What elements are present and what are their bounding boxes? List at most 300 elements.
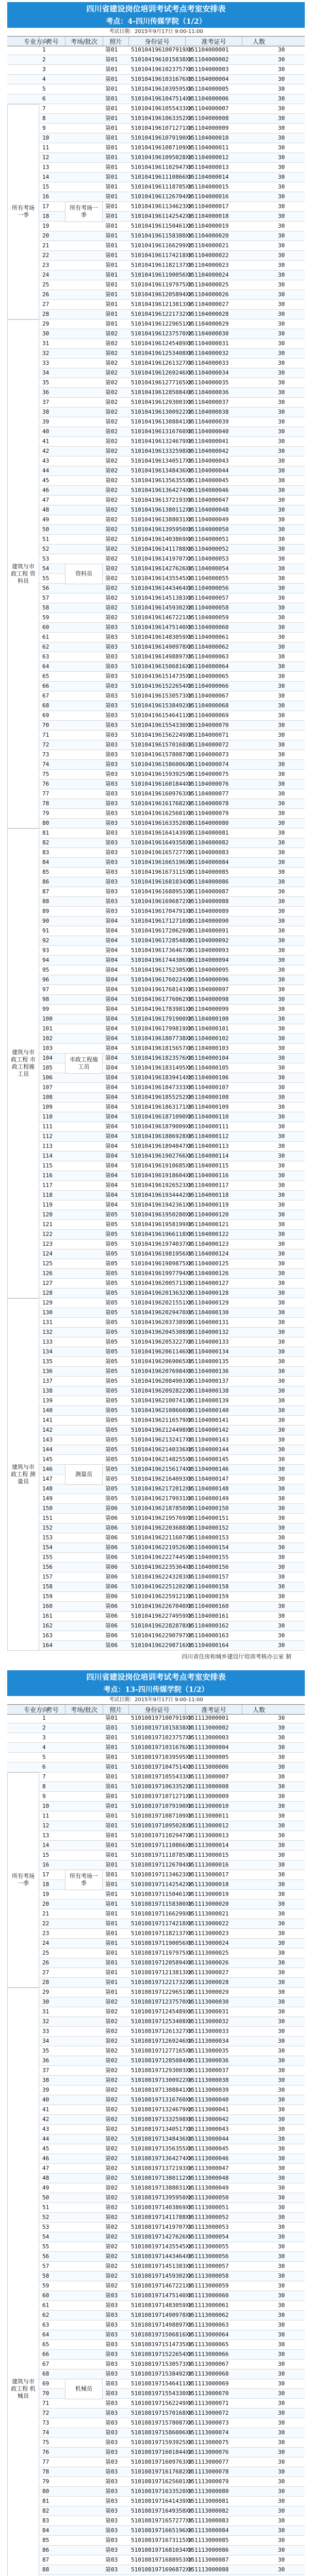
ticket-number: 151104000091 (188, 927, 229, 934)
count: 30 (278, 1221, 285, 1228)
id-number: 5101041962076984XX (131, 1368, 193, 1375)
room-number: 第01 (105, 232, 118, 239)
seat-number: 96 (42, 976, 50, 983)
id-number: 5101081971126704XX (131, 1861, 193, 1868)
ticket-number: 151104000101 (188, 1025, 229, 1032)
seat-number: 11 (42, 144, 50, 151)
count: 30 (278, 1299, 285, 1306)
id-number: 5101041961673115XX (131, 869, 193, 875)
room-number: 第05 (105, 1250, 118, 1257)
room-number: 第03 (105, 2341, 118, 2348)
seat-number: 30 (42, 330, 50, 337)
count: 30 (278, 1901, 285, 1907)
ticket-number: 151104000153 (188, 1534, 229, 1541)
table-row (7, 427, 305, 437)
count: 30 (278, 1724, 285, 1731)
count: 30 (278, 1427, 285, 1433)
count: 30 (278, 1250, 285, 1257)
ticket-number: 151104000056 (188, 585, 229, 591)
table-row (7, 1347, 305, 1357)
count: 30 (278, 1290, 285, 1296)
id-number: 5101041961578087XX (131, 751, 193, 758)
room-number: 第01 (105, 1734, 118, 1741)
seat-number: 29 (42, 320, 50, 327)
count: 30 (278, 46, 285, 53)
ticket-number: 151104000112 (188, 1133, 229, 1140)
table-row (7, 1821, 305, 1831)
group-label: 建筑与市政工程 机械员 (7, 1988, 39, 2576)
id-number: 5101041961182137XX (131, 262, 193, 268)
count: 30 (278, 536, 285, 543)
seat-number: 31 (42, 340, 50, 347)
count: 30 (278, 1773, 285, 1780)
count: 30 (278, 467, 285, 474)
id-number: 5101041961609763XX (131, 790, 193, 797)
room-number: 第02 (105, 2008, 118, 2015)
table-row (7, 2056, 305, 2066)
id-number: 5101081971285084XX (131, 2057, 193, 2064)
group-label: 所有考场一季 (7, 1772, 39, 1988)
ticket-number: 151113000038 (188, 2077, 229, 2083)
id-number: 5101041961728548XX (131, 937, 193, 944)
seat-number: 6 (42, 1764, 46, 1770)
id-number: 5101041962156174XX (131, 1466, 193, 1472)
count: 30 (278, 732, 285, 738)
ticket-number: 151113000062 (188, 2312, 229, 2318)
count: 30 (278, 1446, 285, 1453)
id-number: 5101081971411788XX (131, 2214, 193, 2221)
ticket-number: 151113000037 (188, 2067, 229, 2074)
id-number: 5101041962013632XX (131, 1290, 193, 1296)
ticket-number: 151113000050 (188, 2194, 229, 2201)
count: 30 (278, 2263, 285, 2269)
table-row (7, 1357, 305, 1367)
id-number: 5101041961974037XX (131, 1241, 193, 1247)
ticket-number: 151113000019 (188, 1891, 229, 1897)
ticket-number: 151104000026 (188, 291, 229, 298)
table-row (7, 2134, 305, 2144)
count: 30 (278, 164, 285, 171)
id-number: 5101041961197975XX (131, 281, 193, 288)
count: 30 (278, 1622, 285, 1629)
ticket-number: 151113000012 (188, 1822, 229, 1829)
room-number: 第01 (105, 86, 118, 92)
count: 30 (278, 428, 285, 435)
ticket-number: 151113000022 (188, 1920, 229, 1927)
seat-number: 148 (42, 1485, 53, 1492)
room-number: 第02 (105, 516, 118, 523)
id-number: 5101041962282878XX (131, 1622, 193, 1629)
seat-number: 40 (42, 2096, 50, 2103)
id-number: 5101041961981956XX (131, 1250, 193, 1257)
table-row (7, 2213, 305, 2223)
seat-number: 51 (42, 536, 50, 543)
room-number: 第02 (105, 428, 118, 435)
seat-number: 35 (42, 2047, 50, 2054)
room-number: 第05 (105, 1299, 118, 1306)
seat-number: 51 (42, 2204, 50, 2211)
id-number: 5101041961427626XX (131, 565, 193, 572)
column-header: 照片 (103, 1705, 128, 1714)
ticket-number: 151104000121 (188, 1221, 229, 1228)
id-number: 5101041961902766XX (131, 1153, 193, 1159)
table-row (7, 682, 305, 691)
id-number: 5101041962164093XX (131, 1476, 193, 1482)
id-number: 5101081971110866XX (131, 1842, 193, 1849)
count: 30 (278, 1842, 285, 1849)
room-number: 第05 (105, 1270, 118, 1277)
table-row (7, 1641, 305, 1651)
room-number: 第01 (105, 242, 118, 249)
count: 30 (278, 918, 285, 924)
room-number: 第03 (105, 2517, 118, 2524)
seat-number: 14 (42, 1842, 50, 1849)
count: 30 (278, 849, 285, 856)
count: 30 (278, 1969, 285, 1976)
room-number: 第06 (105, 1573, 118, 1580)
id-number: 5101081971601844XX (131, 2449, 193, 2455)
id-number: 5101081971047514XX (131, 1764, 193, 1770)
section-subtitle: 考点：13-四川传媒学院（1/2） (7, 1684, 305, 1696)
table-row (7, 1210, 305, 1220)
room-number: 第05 (105, 1427, 118, 1433)
id-number: 5101041961950280XX (131, 1211, 193, 1218)
room-number: 第04 (105, 1143, 118, 1149)
table-row (7, 1988, 305, 1997)
ticket-number: 151113000006 (188, 1764, 229, 1770)
room-number: 第02 (105, 448, 118, 454)
table-row (7, 1230, 305, 1240)
room-number: 第03 (105, 898, 118, 905)
id-number: 5101041961388031XX (131, 516, 193, 523)
ticket-number: 151104000149 (188, 1495, 229, 1502)
count: 30 (278, 1564, 285, 1570)
id-number: 5101041961546411XX (131, 712, 193, 719)
ticket-number: 151104000107 (188, 1084, 229, 1091)
room-number: 第06 (105, 1642, 118, 1649)
count: 30 (278, 2312, 285, 2318)
table-row (7, 1386, 305, 1396)
seat-number: 77 (42, 2459, 50, 2465)
table-row (7, 124, 305, 133)
ticket-number: 151104000119 (188, 1201, 229, 1208)
room-number: 第05 (105, 1348, 118, 1355)
count: 30 (278, 134, 285, 141)
id-number: 5101081971459302XX (131, 2273, 193, 2279)
ticket-number: 151113000083 (188, 2517, 229, 2524)
count: 30 (278, 1407, 285, 1414)
count: 30 (278, 702, 285, 709)
seat-number: 104 (42, 1055, 53, 1061)
id-number: 5101041962298716XX (131, 1642, 193, 1649)
room-number: 第02 (105, 467, 118, 474)
ticket-number: 151113000068 (188, 2370, 229, 2377)
seat-number: 48 (42, 506, 50, 513)
seat-number: 35 (42, 379, 50, 386)
room-number: 第03 (105, 2488, 118, 2495)
id-number: 5101081971688953XX (131, 2556, 193, 2563)
seat-number: 97 (42, 986, 50, 993)
ticket-number: 151104000041 (188, 438, 229, 445)
count: 30 (278, 2057, 285, 2064)
ticket-number: 151113000061 (188, 2302, 229, 2309)
count: 30 (278, 1417, 285, 1423)
count: 30 (278, 810, 285, 817)
id-number: 5101041961237570XX (131, 330, 193, 337)
group-label: 建筑与市政工程 资料员 (7, 319, 39, 828)
count: 30 (278, 2145, 285, 2152)
ticket-number: 151104000005 (188, 86, 229, 92)
seat-number: 20 (42, 232, 50, 239)
seat-number: 59 (42, 2282, 50, 2289)
count: 30 (278, 1133, 285, 1140)
seat-number: 53 (42, 2224, 50, 2230)
room-number: 第01 (105, 56, 118, 63)
table-row (7, 1631, 305, 1641)
room-number: 第04 (105, 927, 118, 934)
count: 30 (278, 614, 285, 621)
count: 30 (278, 1045, 285, 1052)
ticket-number: 151113000087 (188, 2556, 229, 2563)
seat-number: 56 (42, 585, 50, 591)
seat-number: 62 (42, 2312, 50, 2318)
table-row (7, 1870, 305, 1880)
id-number: 5101041961467221XX (131, 614, 193, 621)
count: 30 (278, 2155, 285, 2162)
ticket-number: 151104000104 (188, 1055, 229, 1061)
id-number: 5101041961443464XX (131, 585, 193, 591)
count: 30 (278, 457, 285, 464)
count: 30 (278, 448, 285, 454)
room-number: 第01 (105, 1881, 118, 1888)
seat-number: 82 (42, 839, 50, 846)
seat-number: 80 (42, 820, 50, 826)
table-row (7, 2477, 305, 2487)
id-number: 5101041961768143XX (131, 986, 193, 993)
seat-number: 61 (42, 634, 50, 640)
id-number: 5101041961926523XX (131, 1182, 193, 1189)
table-row (7, 261, 305, 270)
count: 30 (278, 1241, 285, 1247)
room-number: 第05 (105, 1407, 118, 1414)
count: 30 (278, 2537, 285, 2544)
table-row (7, 2154, 305, 2164)
id-number: 5101081971055433XX (131, 1773, 193, 1780)
count: 30 (278, 2429, 285, 2436)
ticket-number: 151104000040 (188, 428, 229, 435)
seat-number: 74 (42, 2429, 50, 2436)
room-number: 第02 (105, 438, 118, 445)
count: 30 (278, 1172, 285, 1179)
seat-number: 78 (42, 800, 50, 807)
seat-number: 72 (42, 741, 50, 748)
room-number: 第03 (105, 2419, 118, 2426)
id-number: 5101081971435545XX (131, 2243, 193, 2250)
table-row (7, 2565, 305, 2575)
count: 30 (278, 1979, 285, 1986)
room-number: 第04 (105, 976, 118, 983)
ticket-number: 151113000059 (188, 2282, 229, 2289)
id-number: 5101041961554330XX (131, 722, 193, 728)
ticket-number: 151104000127 (188, 1280, 229, 1286)
room-number: 第03 (105, 2449, 118, 2455)
table-row (7, 133, 305, 143)
batch-label: 机械员 (65, 2379, 103, 2399)
ticket-number: 151113000001 (188, 1715, 229, 1721)
seat-number: 133 (42, 1338, 53, 1345)
table-row (7, 1465, 305, 1475)
table-row (7, 2105, 305, 2115)
seat-number: 37 (42, 2067, 50, 2074)
room-number: 第06 (105, 1505, 118, 1512)
seat-number: 145 (42, 1456, 53, 1463)
seat-number: 15 (42, 183, 50, 190)
count: 30 (278, 2321, 285, 2328)
seat-number: 159 (42, 1593, 53, 1600)
ticket-number: 151104000074 (188, 761, 229, 768)
count: 30 (278, 340, 285, 347)
id-number: 5101041961958199XX (131, 1221, 193, 1228)
seat-number: 17 (42, 203, 50, 210)
count: 30 (278, 2380, 285, 2387)
id-number: 5101041961791900XX (131, 1015, 193, 1022)
room-number: 第05 (105, 1319, 118, 1326)
seat-number: 125 (42, 1260, 53, 1267)
table-row (7, 1811, 305, 1821)
table-row (7, 907, 305, 917)
seat-number: 95 (42, 967, 50, 973)
ticket-number: 151104000155 (188, 1554, 229, 1561)
count: 30 (278, 751, 285, 758)
id-number: 5101041961190056XX (131, 272, 193, 278)
count: 30 (278, 722, 285, 728)
ticket-number: 151104000095 (188, 967, 229, 973)
seat-number: 18 (42, 213, 50, 219)
count: 30 (278, 1387, 285, 1394)
seat-number: 123 (42, 1241, 53, 1247)
ticket-number: 151104000085 (188, 869, 229, 875)
table-row (7, 1112, 305, 1122)
id-number: 5101041961649358XX (131, 839, 193, 846)
ticket-number: 151104000083 (188, 849, 229, 856)
seat-number: 47 (42, 497, 50, 503)
seat-number: 32 (42, 350, 50, 357)
exam-section (0, 2, 312, 1663)
count: 30 (278, 95, 285, 102)
id-number: 5101041962069065XX (131, 1358, 193, 1365)
table-row (7, 1200, 305, 1210)
id-number: 5101081971174218XX (131, 1920, 193, 1927)
count: 30 (278, 291, 285, 298)
count: 30 (278, 1035, 285, 1042)
table-row (7, 1132, 305, 1142)
room-number: 第02 (105, 340, 118, 347)
count: 30 (278, 2243, 285, 2250)
room-number: 第02 (105, 2106, 118, 2113)
ticket-number: 151104000062 (188, 643, 229, 650)
seat-number: 153 (42, 1534, 53, 1541)
count: 30 (278, 252, 285, 259)
seat-number: 19 (42, 1891, 50, 1897)
seat-number: 16 (42, 193, 50, 200)
ticket-number: 151104000025 (188, 281, 229, 288)
ticket-number: 151104000158 (188, 1583, 229, 1590)
ticket-number: 151104000151 (188, 1515, 229, 1521)
id-number: 5101041961166299XX (131, 242, 193, 249)
id-number: 5101081971490978XX (131, 2312, 193, 2318)
seat-number: 107 (42, 1084, 53, 1091)
ticket-number: 151104000110 (188, 1113, 229, 1120)
room-number: 第02 (105, 477, 118, 484)
ticket-number: 151104000075 (188, 771, 229, 777)
table-row (7, 897, 305, 907)
ticket-number: 151104000067 (188, 692, 229, 699)
ticket-number: 151104000065 (188, 673, 229, 680)
table-row (7, 202, 305, 212)
table-row (7, 2448, 305, 2458)
seat-number: 155 (42, 1554, 53, 1561)
count: 30 (278, 2517, 285, 2524)
ticket-number: 151104000142 (188, 1427, 229, 1433)
id-number: 5101041961308841XX (131, 418, 193, 425)
seat-number: 45 (42, 2145, 50, 2152)
room-number: 第03 (105, 810, 118, 817)
id-number: 5101041961015838XX (131, 56, 193, 63)
seat-number: 71 (42, 2400, 50, 2406)
room-number: 第03 (105, 2527, 118, 2534)
table-row (7, 398, 305, 408)
room-number: 第04 (105, 1084, 118, 1091)
count: 30 (278, 829, 285, 836)
ticket-number: 151104000054 (188, 565, 229, 572)
room-number: 第02 (105, 2253, 118, 2260)
ticket-number: 151113000054 (188, 2233, 229, 2240)
ticket-number: 151104000022 (188, 252, 229, 259)
count: 30 (278, 2331, 285, 2338)
seat-number: 46 (42, 2155, 50, 2162)
count: 30 (278, 986, 285, 993)
ticket-number: 151104000117 (188, 1182, 229, 1189)
ticket-number: 151113000075 (188, 2439, 229, 2446)
batch-label: 所有考场一季 (65, 1870, 103, 1890)
table-row (7, 329, 305, 339)
table-row (7, 173, 305, 182)
count: 30 (278, 144, 285, 151)
count: 30 (278, 683, 285, 689)
seat-number: 13 (42, 1832, 50, 1839)
room-number: 第03 (105, 859, 118, 866)
count: 30 (278, 634, 285, 640)
batch-label: 所有考场一季 (65, 201, 103, 222)
room-number: 第02 (105, 2282, 118, 2289)
count: 30 (278, 839, 285, 846)
ticket-number: 151104000096 (188, 976, 229, 983)
table-row (7, 1406, 305, 1416)
id-number: 5101081971182137XX (131, 1930, 193, 1937)
id-number: 5101081971324679XX (131, 2106, 193, 2113)
ticket-number: 151104000057 (188, 595, 229, 601)
count: 30 (278, 2507, 285, 2514)
table-row (7, 1298, 305, 1308)
ticket-number: 151104000027 (188, 301, 229, 308)
room-number: 第02 (105, 506, 118, 513)
id-number: 5101081971538492XX (131, 2370, 193, 2377)
count: 30 (278, 663, 285, 670)
room-number: 第01 (105, 203, 118, 210)
count: 30 (278, 2136, 285, 2142)
id-number: 5101041961300922XX (131, 409, 193, 415)
count: 30 (278, 1573, 285, 1580)
